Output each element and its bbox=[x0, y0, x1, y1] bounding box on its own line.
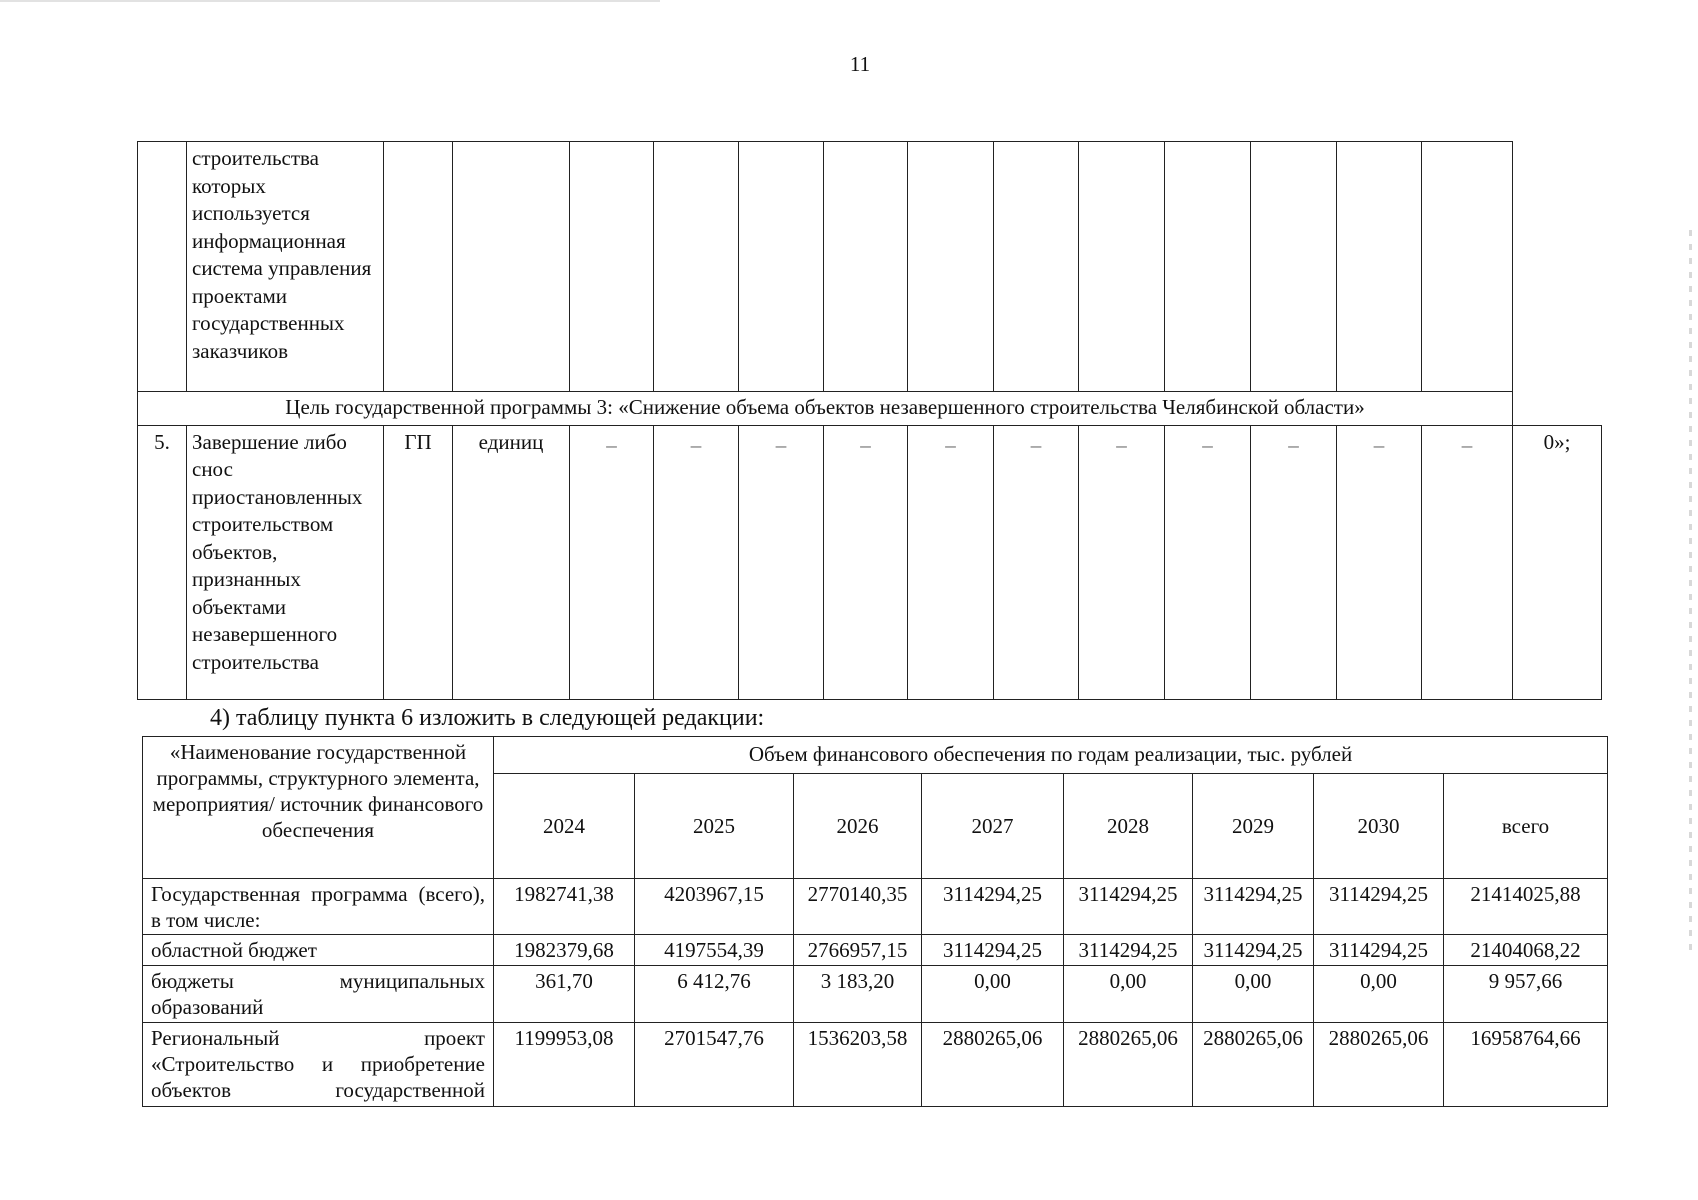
cell-value: 3114294,25 bbox=[1314, 935, 1444, 966]
value-dash: – bbox=[1422, 425, 1513, 699]
cell-value: 6 412,76 bbox=[635, 966, 794, 1023]
value-dash: – bbox=[739, 425, 824, 699]
scan-artifact-edge bbox=[1689, 230, 1692, 950]
year-2029: 2029 bbox=[1193, 774, 1314, 879]
row-name: бюджеты муниципальных образований bbox=[143, 966, 494, 1023]
value-dash: – bbox=[1251, 425, 1337, 699]
row-name: областной бюджет bbox=[143, 935, 494, 966]
final-value: 0»; bbox=[1513, 425, 1602, 699]
cell-value: 3114294,25 bbox=[1193, 879, 1314, 935]
cell-value: 2880265,06 bbox=[1314, 1023, 1444, 1107]
header-name: «Наименование государственной программы, структурного элемента, мероприятия/ источник финансового обеспечения bbox=[143, 737, 494, 879]
row-name: Региональный проект «Строительство и приобретение объектов государственной bbox=[143, 1023, 494, 1107]
cell-value: 3 183,20 bbox=[794, 966, 922, 1023]
cell-value: 1982379,68 bbox=[494, 935, 635, 966]
value-dash: – bbox=[824, 425, 908, 699]
cell-value: 3114294,25 bbox=[1314, 879, 1444, 935]
cell-value: 2701547,76 bbox=[635, 1023, 794, 1107]
cell-value: 2880265,06 bbox=[1193, 1023, 1314, 1107]
table-row bbox=[138, 425, 1602, 699]
year-2027: 2027 bbox=[922, 774, 1064, 879]
cell-value: 1536203,58 bbox=[794, 1023, 922, 1107]
year-2024: 2024 bbox=[494, 774, 635, 879]
year-2026: 2026 bbox=[794, 774, 922, 879]
cell-value: 9 957,66 bbox=[1444, 966, 1608, 1023]
year-2025: 2025 bbox=[635, 774, 794, 879]
year-2028: 2028 bbox=[1064, 774, 1193, 879]
scan-artifact-top bbox=[0, 0, 660, 2]
cell-value: 0,00 bbox=[1064, 966, 1193, 1023]
cell-value: 3114294,25 bbox=[922, 935, 1064, 966]
cell-value: 3114294,25 bbox=[1193, 935, 1314, 966]
indicator-unit: единиц bbox=[453, 425, 570, 699]
header-row bbox=[143, 737, 1608, 774]
cell-value: 3114294,25 bbox=[1064, 879, 1193, 935]
goal-row bbox=[138, 392, 1602, 426]
cell-value: 0,00 bbox=[922, 966, 1064, 1023]
paragraph-heading: 4) таблицу пункта 6 изложить в следующей редакции: bbox=[210, 705, 765, 731]
program-goal: Цель государственной программы 3: «Снижение объема объектов незавершенного строительства Челябинской области» bbox=[138, 392, 1513, 426]
indicator-name-continued: строительства которых используется информационная система управления проектами государственных заказчиков bbox=[187, 142, 384, 392]
year-total: всего bbox=[1444, 774, 1608, 879]
cell-value: 21414025,88 bbox=[1444, 879, 1608, 935]
indicators-table bbox=[137, 141, 1602, 700]
row-name: Государственная программа (всего), в том числе: bbox=[143, 879, 494, 935]
value-dash: – bbox=[994, 425, 1079, 699]
cell-value: 16958764,66 bbox=[1444, 1023, 1608, 1107]
cell-value: 0,00 bbox=[1193, 966, 1314, 1023]
cell-value: 2766957,15 bbox=[794, 935, 922, 966]
cell-value: 3114294,25 bbox=[922, 879, 1064, 935]
cell-value: 2880265,06 bbox=[922, 1023, 1064, 1107]
row-number: 5. bbox=[138, 425, 187, 699]
table-row bbox=[138, 142, 1602, 392]
value-dash: – bbox=[654, 425, 739, 699]
table-row bbox=[143, 1023, 1608, 1107]
cell-value: 2880265,06 bbox=[1064, 1023, 1193, 1107]
table-row bbox=[143, 966, 1608, 1023]
cell-value: 1199953,08 bbox=[494, 1023, 635, 1107]
value-dash: – bbox=[908, 425, 994, 699]
cell-value: 21404068,22 bbox=[1444, 935, 1608, 966]
cell-value: 0,00 bbox=[1314, 966, 1444, 1023]
value-dash: – bbox=[1165, 425, 1251, 699]
cell-value: 4197554,39 bbox=[635, 935, 794, 966]
value-dash: – bbox=[570, 425, 654, 699]
indicator-level: ГП bbox=[384, 425, 453, 699]
table-row bbox=[143, 935, 1608, 966]
page-number: 11 bbox=[849, 52, 871, 76]
header-group: Объем финансового обеспечения по годам реализации, тыс. рублей bbox=[494, 737, 1608, 774]
year-2030: 2030 bbox=[1314, 774, 1444, 879]
cell-value: 1982741,38 bbox=[494, 879, 635, 935]
cell-value: 4203967,15 bbox=[635, 879, 794, 935]
indicator-name: Завершение либо снос приостановленных строительством объектов, признанных объектами незавершенного строительства bbox=[187, 425, 384, 699]
value-dash: – bbox=[1337, 425, 1422, 699]
table-row bbox=[143, 879, 1608, 935]
financing-table bbox=[142, 736, 1608, 1107]
cell-value: 361,70 bbox=[494, 966, 635, 1023]
cell-value: 2770140,35 bbox=[794, 879, 922, 935]
cell-value: 3114294,25 bbox=[1064, 935, 1193, 966]
value-dash: – bbox=[1079, 425, 1165, 699]
